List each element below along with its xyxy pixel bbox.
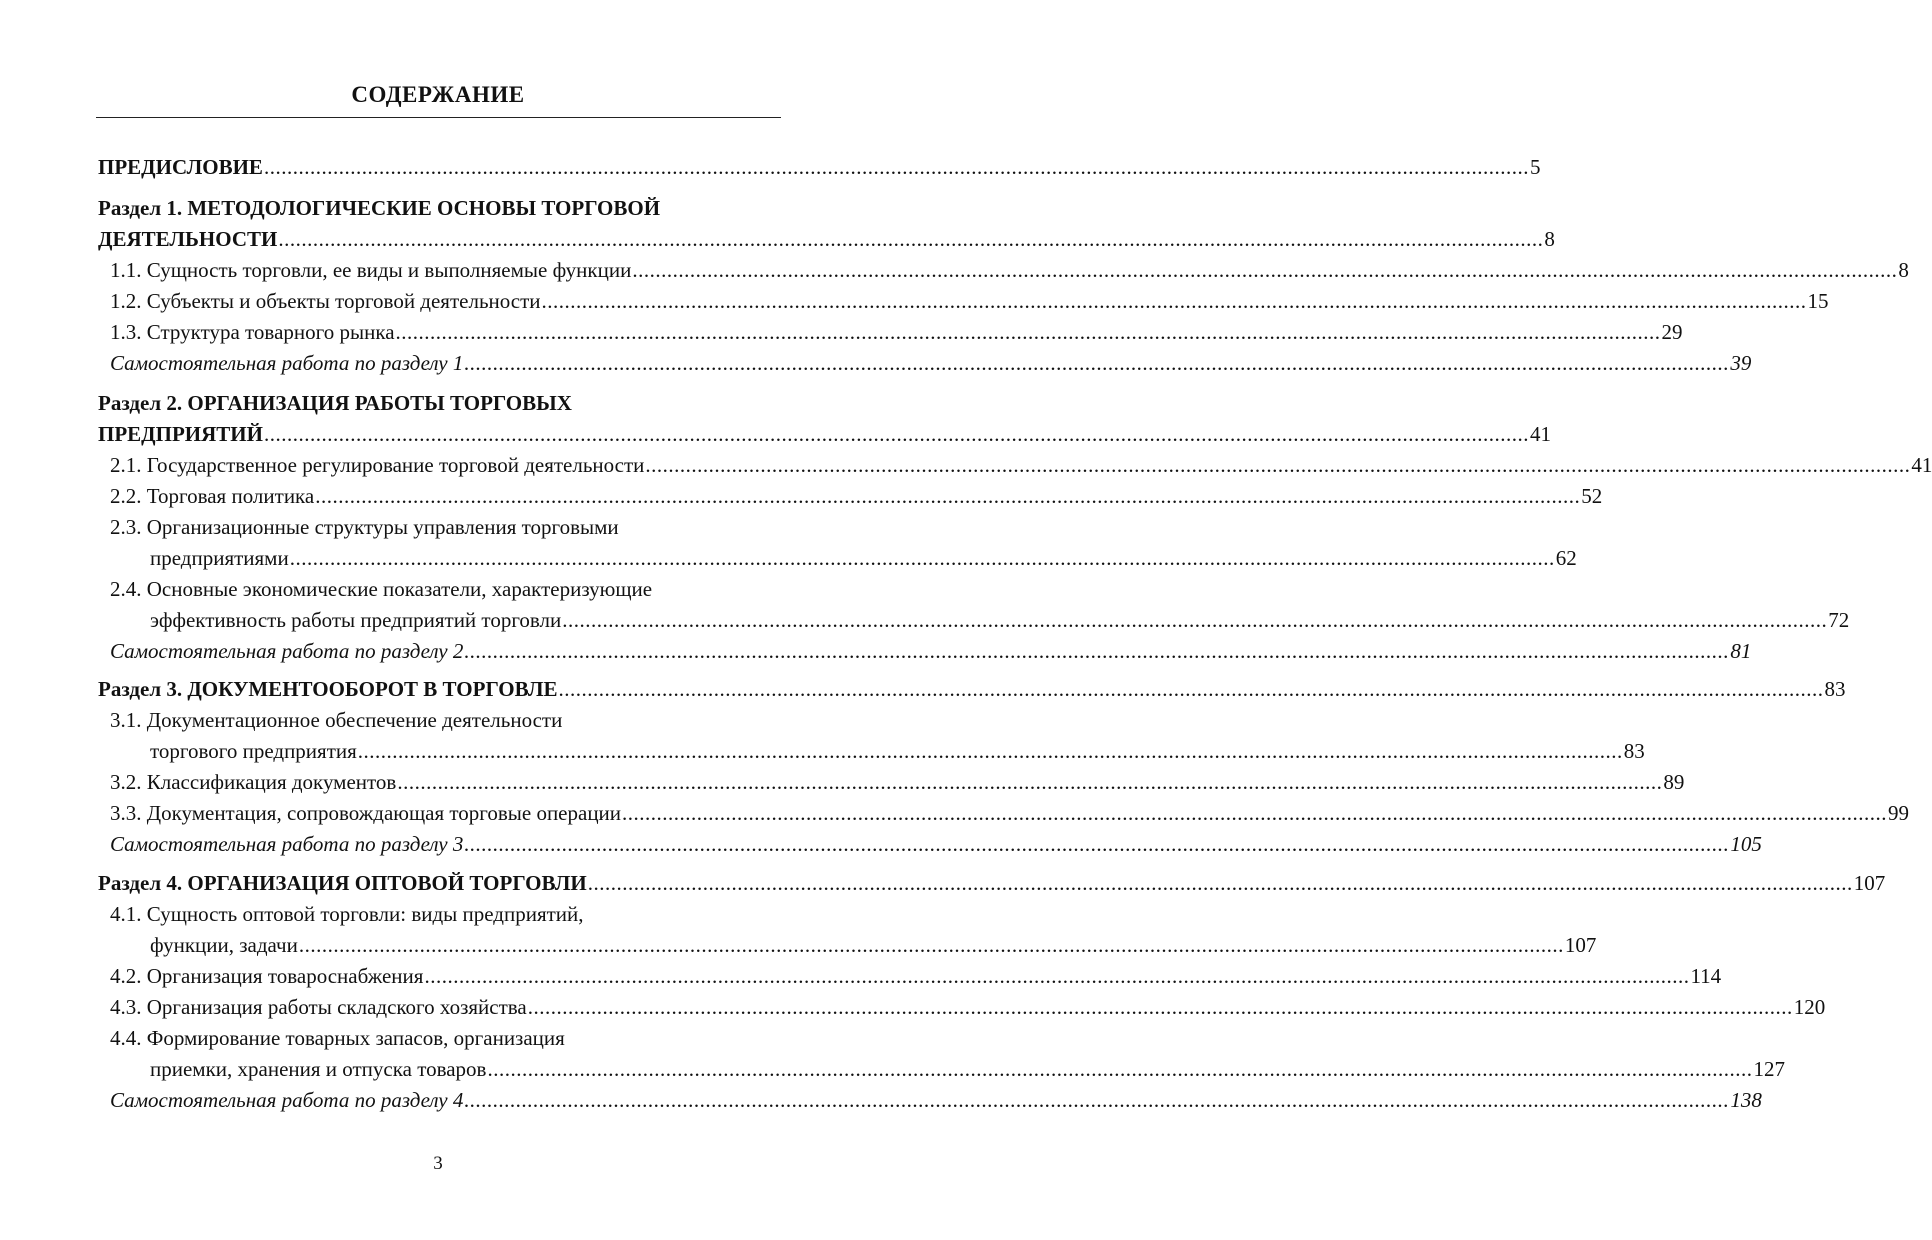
toc-page-number: 81 xyxy=(1730,639,1752,663)
toc-entry-3-3 xyxy=(110,800,1910,826)
toc-entry-1-1 xyxy=(110,257,1909,283)
toc-entry-text: 1.1. Сущность торговли, ее виды и выполняемые функции xyxy=(110,258,632,282)
toc-entry-text: 1.2. Субъекты и объекты торговой деятельности xyxy=(110,289,541,313)
toc-page-number: 8 xyxy=(1544,227,1555,251)
section-2-title: Раздел 2. ОРГАНИЗАЦИЯ РАБОТЫ ТОРГОВЫХ xyxy=(98,391,572,415)
toc-selfwork-3 xyxy=(110,831,1762,857)
toc-entry-text: Самостоятельная работа по разделу 2 xyxy=(110,639,464,663)
toc-entry-text: 1.3. Структура товарного рынка xyxy=(110,320,395,344)
leader-dots: ............................................................................................................................................................................................................................ xyxy=(263,155,1529,179)
toc-page-number: 39 xyxy=(1730,351,1752,375)
leader-dots: ............................................................................................................................................................................................................................ xyxy=(622,801,1888,825)
leader-dots: ............................................................................................................................................................................................................................ xyxy=(315,484,1581,508)
toc-entry-text: 2.2. Торговая политика xyxy=(110,484,315,508)
leader-dots: ............................................................................................................................................................................................................................ xyxy=(263,422,1529,446)
leader-dots: ............................................................................................................................................................................................................................ xyxy=(464,1088,1730,1112)
leader-dots: ............................................................................................................................................................................................................................ xyxy=(395,320,1661,344)
toc-entry-4-1: 4.1. Сущность оптовой торговли: виды предприятий, xyxy=(110,902,584,926)
toc-entry-4-4-cont xyxy=(150,1056,1785,1082)
toc-selfwork-4 xyxy=(110,1087,1762,1113)
toc-page-number: 127 xyxy=(1753,1057,1785,1081)
page-number: 3 xyxy=(433,1153,443,1174)
toc-page-number: 52 xyxy=(1581,484,1603,508)
toc-entry-text: 3.2. Классификация документов xyxy=(110,770,397,794)
toc-entry-2-3-cont xyxy=(150,545,1577,571)
page-title: СОДЕРЖАНИЕ xyxy=(351,82,525,107)
toc-entry-1-2 xyxy=(110,288,1829,314)
title-underline xyxy=(96,117,781,118)
toc-entry-text: эффективность работы предприятий торговли xyxy=(150,608,562,632)
toc-entry-text: ПРЕДПРИЯТИЙ xyxy=(98,422,263,446)
section-3-title xyxy=(98,676,1846,702)
toc-page-number: 41 xyxy=(1911,453,1932,477)
toc-entry-text: 4.3. Организация работы складского хозяйства xyxy=(110,995,527,1019)
leader-dots: ............................................................................................................................................................................................................................ xyxy=(397,770,1663,794)
leader-dots: ............................................................................................................................................................................................................................ xyxy=(464,639,1730,663)
toc-page-number: 72 xyxy=(1828,608,1850,632)
leader-dots: ............................................................................................................................................................................................................................ xyxy=(632,258,1898,282)
toc-entry-4-2 xyxy=(110,963,1722,989)
leader-dots: ............................................................................................................................................................................................................................ xyxy=(487,1057,1753,1081)
toc-page-number: 105 xyxy=(1730,832,1762,856)
toc-entry-text: 4.2. Организация товароснабжения xyxy=(110,964,424,988)
section-1-title-cont xyxy=(98,226,1555,252)
toc-entry-text: Самостоятельная работа по разделу 3 xyxy=(110,832,464,856)
leader-dots: ............................................................................................................................................................................................................................ xyxy=(424,964,1690,988)
toc-entry-text: приемки, хранения и отпуска товаров xyxy=(150,1057,487,1081)
toc-page-number: 99 xyxy=(1888,801,1910,825)
toc-page-number: 62 xyxy=(1555,546,1577,570)
leader-dots: ............................................................................................................................................................................................................................ xyxy=(541,289,1807,313)
toc-entry-text: 2.1. Государственное регулирование торговой деятельности xyxy=(110,453,645,477)
toc-page-number: 41 xyxy=(1529,422,1551,446)
toc-entry-text: Раздел 4. ОРГАНИЗАЦИЯ ОПТОВОЙ ТОРГОВЛИ xyxy=(98,871,587,895)
toc-page-number: 29 xyxy=(1661,320,1683,344)
leader-dots: ............................................................................................................................................................................................................................ xyxy=(558,677,1824,701)
toc-entry-text: Самостоятельная работа по разделу 4 xyxy=(110,1088,464,1112)
toc-entry-4-4: 4.4. Формирование товарных запасов, организация xyxy=(110,1026,565,1050)
toc-entry-3-1-cont xyxy=(150,738,1645,764)
toc-entry-text: Раздел 3. ДОКУМЕНТООБОРОТ В ТОРГОВЛЕ xyxy=(98,677,558,701)
leader-dots: ............................................................................................................................................................................................................................ xyxy=(645,453,1911,477)
leader-dots: ............................................................................................................................................................................................................................ xyxy=(289,546,1555,570)
toc-page-number: 89 xyxy=(1663,770,1685,794)
toc-entry-2-2 xyxy=(110,483,1603,509)
toc-entry-2-1 xyxy=(110,452,1932,478)
leader-dots: ............................................................................................................................................................................................................................ xyxy=(464,351,1730,375)
leader-dots: ............................................................................................................................................................................................................................ xyxy=(527,995,1793,1019)
toc-entry-3-1: 3.1. Документационное обеспечение деятельности xyxy=(110,708,563,732)
section-4-title xyxy=(98,870,1886,896)
section-1-title: Раздел 1. МЕТОДОЛОГИЧЕСКИЕ ОСНОВЫ ТОРГОВОЙ xyxy=(98,196,661,220)
toc-entry-preface xyxy=(98,154,1541,180)
toc-entry-1-3 xyxy=(110,319,1683,345)
toc-entry-2-3: 2.3. Организационные структуры управления торговыми xyxy=(110,515,619,539)
toc-entry-4-3 xyxy=(110,994,1826,1020)
toc-page-number: 83 xyxy=(1824,677,1846,701)
toc-page-number: 138 xyxy=(1730,1088,1762,1112)
toc-page-number: 120 xyxy=(1793,995,1826,1019)
toc-page-number: 83 xyxy=(1623,739,1645,763)
toc-page-number: 5 xyxy=(1529,155,1541,179)
toc-entry-text: предприятиями xyxy=(150,546,289,570)
toc-entry-2-4-cont xyxy=(150,607,1850,633)
section-2-title-cont xyxy=(98,421,1551,447)
toc-page-number: 107 xyxy=(1853,871,1886,895)
toc-entry-4-1-cont xyxy=(150,932,1597,958)
toc-entry-2-4: 2.4. Основные экономические показатели, характеризующие xyxy=(110,577,653,601)
leader-dots: ............................................................................................................................................................................................................................ xyxy=(357,739,1623,763)
leader-dots: ............................................................................................................................................................................................................................ xyxy=(587,871,1853,895)
toc-page-number: 114 xyxy=(1690,964,1722,988)
toc-page-number: 107 xyxy=(1564,933,1597,957)
toc-page-number: 15 xyxy=(1807,289,1829,313)
toc-entry-text: торгового предприятия xyxy=(150,739,357,763)
toc-selfwork-2 xyxy=(110,638,1752,664)
toc-entry-3-2 xyxy=(110,769,1685,795)
toc-entry-text: ПРЕДИСЛОВИЕ xyxy=(98,155,263,179)
toc-page-number: 8 xyxy=(1898,258,1909,282)
leader-dots: ............................................................................................................................................................................................................................ xyxy=(562,608,1828,632)
toc-entry-text: ДЕЯТЕЛЬНОСТИ xyxy=(98,227,278,251)
toc-entry-text: функции, задачи xyxy=(150,933,298,957)
leader-dots: ............................................................................................................................................................................................................................ xyxy=(298,933,1564,957)
leader-dots: ............................................................................................................................................................................................................................ xyxy=(278,227,1544,251)
toc-entry-text: Самостоятельная работа по разделу 1 xyxy=(110,351,464,375)
leader-dots: ............................................................................................................................................................................................................................ xyxy=(464,832,1730,856)
toc-selfwork-1 xyxy=(110,350,1752,376)
toc-entry-text: 3.3. Документация, сопровождающая торговые операции xyxy=(110,801,622,825)
